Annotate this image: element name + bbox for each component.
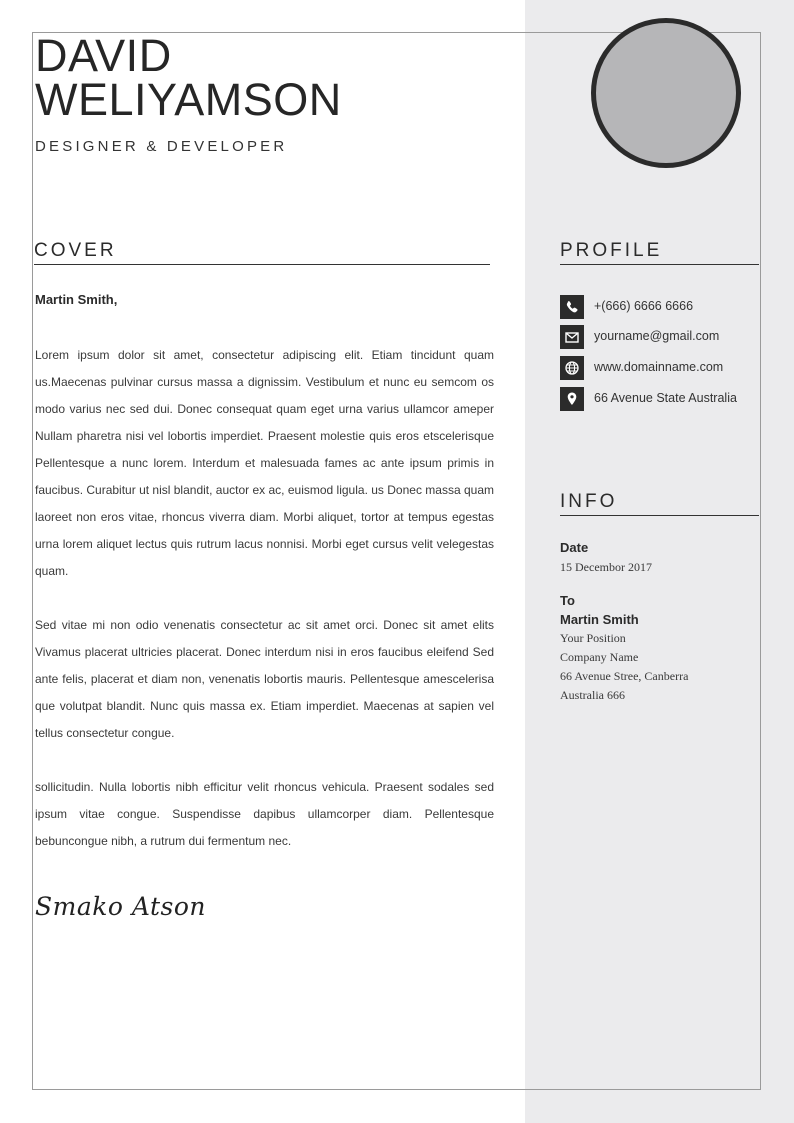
recipient-company: Company Name [560,650,639,664]
globe-icon [560,356,584,380]
profile-photo-placeholder [591,18,741,168]
website-text: www.domainname.com [594,360,724,374]
first-name: DAVID [35,30,172,81]
phone-icon [560,295,584,319]
mail-icon [560,325,584,349]
recipient-position: Your Position [560,631,626,645]
date-label: Date [560,540,589,555]
date-value: 15 Decembor 2017 [560,560,652,574]
cover-paragraph-3: sollicitudin. Nulla lobortis nibh efficitur velit rhoncus vehicula. Praesent sodales sed ipsum vitae congue. Suspendisse dapibus ullamcorper diam. Pellentesque bebuncongue nibh, a rutrum dui fermentum nec. [35,780,494,848]
info-heading: INFO [560,491,759,516]
last-name: WELIYAMSON [35,74,342,125]
signature: Smako Atson [35,892,207,921]
cover-paragraph-2: Sed vitae mi non odio venenatis consectetur ac sit amet orci. Donec sit amet elits Vivamus placerat ultricies placerat. Donec interdum nisi in eros faucibus eleifend Sed ante felis, placerat et diam non, venenatis lobortis mauris. Pellentesque amescelerisa que volutpat blandit. Nunc quis massa ex. Etiam imperdiet. Maecenas at sapien vel tellus consectetur congue. [35,618,494,740]
cover-heading: COVER [34,240,490,265]
to-label: To [560,593,575,608]
recipient-name: Martin Smith [560,612,639,627]
applicant-name [35,30,342,125]
email-text: yourname@gmail.com [594,329,720,343]
recipient-address-line-2: Australia 666 [560,688,625,702]
address-text: 66 Avenue State Australia [594,391,737,405]
location-pin-icon [560,387,584,411]
cover-paragraph-1: Lorem ipsum dolor sit amet, consectetur adipiscing elit. Etiam tincidunt quam us.Maecenas pulvinar cursus massa a dignissim. Vestibulum et nunc eu semcom os modo varius nec sed dui. Donec consequat quam eget urna varius ullamcor ameper Nullam pharetra nisi vel lobortis imperdiet. Praesent molestie quis eros etscelerisque Pellentesque a nunc lorem. Interdum et malesuada fames ac ante ipsum primis in faucibus. Curabitur ut nisl blandit, auctor ex ac, euismod ligula. us Donec massa quam laoreet non eros vitae, rhoncus viverra diam. Morbi aliquet, tortor at tempus egestas urna lorem aliquet lectus quis rutrum lacus nonnisi. Morbi eget cursus velit velegestas quam. [35,348,494,578]
recipient-address-line-1: 66 Avenue Stree, Canberra [560,669,689,683]
profile-heading: PROFILE [560,240,759,265]
salutation: Martin Smith, [35,292,118,307]
job-title: DESIGNER & DEVELOPER [35,138,288,155]
phone-text: +(666) 6666 6666 [594,299,694,313]
